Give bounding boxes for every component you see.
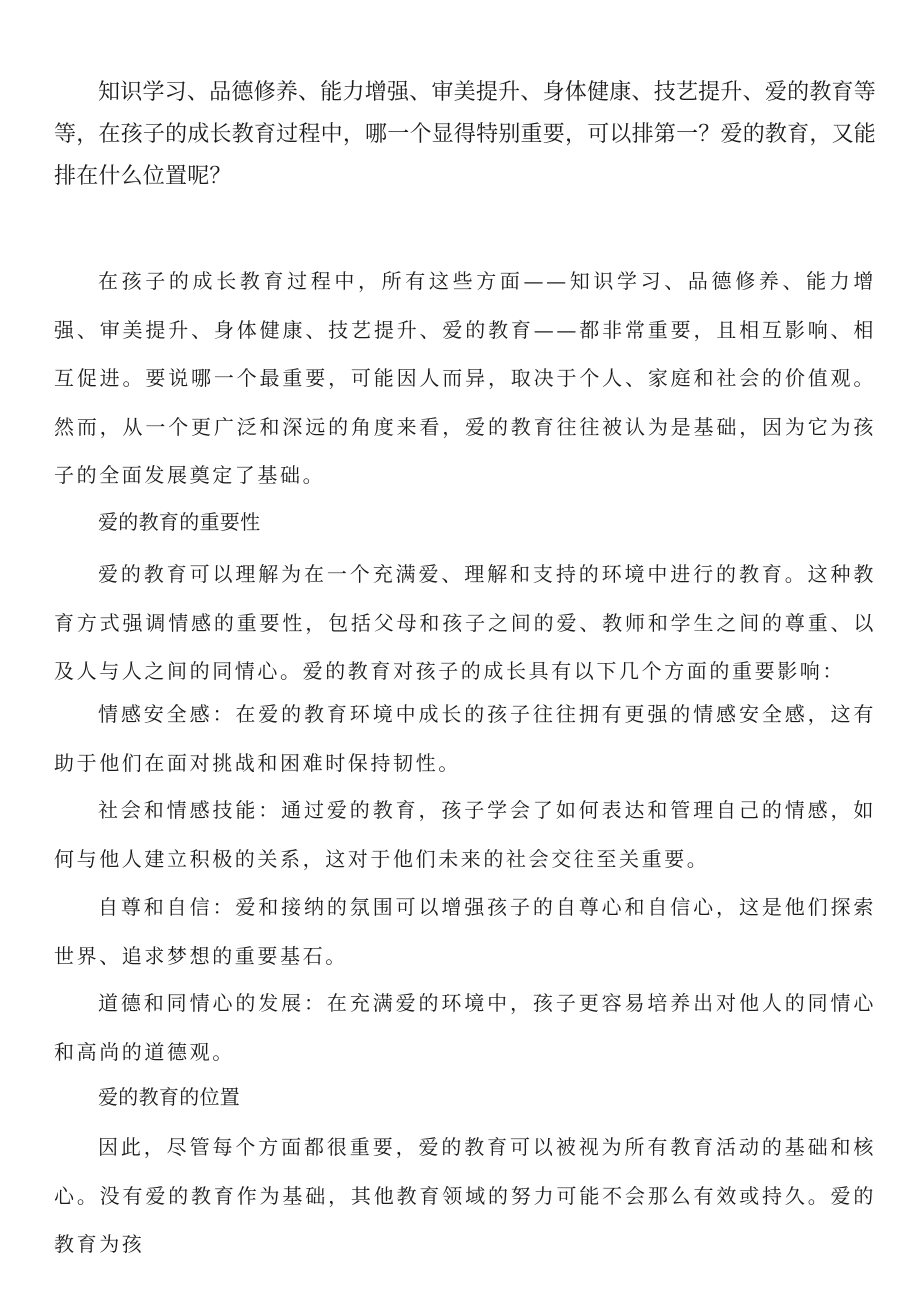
intro-paragraph: 在孩子的成长教育过程中，所有这些方面——知识学习、品德修养、能力增强、审美提升、身体健康、技艺提升、爱的教育——都非常重要，且相互影响、相互促进。要说哪一个最重要，可能因人而异，取决于个人、家庭和社会的价值观。然而，从一个更广泛和深远的角度来看，爱的教育往往被认为是基础，因为它为孩子的全面发展奠定了基础。 <box>54 269 876 487</box>
point-social-skills: 社会和情感技能：通过爱的教育，孩子学会了如何表达和管理自己的情感，如何与他人建立积极的关系，这对于他们未来的社会交往至关重要。 <box>54 798 876 871</box>
conclusion-paragraph: 因此，尽管每个方面都很重要，爱的教育可以被视为所有教育活动的基础和核心。没有爱的教育作为基础，其他教育领域的努力可能不会那么有效或持久。爱的教育为孩 <box>54 1135 876 1256</box>
point-emotional-security: 情感安全感：在爱的教育环境中成长的孩子往往拥有更强的情感安全感，这有助于他们在面对挑战和困难时保持韧性。 <box>54 702 876 775</box>
section-heading-position: 爱的教育的位置 <box>98 1085 241 1109</box>
point-moral-development: 道德和同情心的发展：在充满爱的环境中，孩子更容易培养出对他人的同情心和高尚的道德观。 <box>54 991 876 1064</box>
section-heading-importance: 爱的教育的重要性 <box>98 510 261 534</box>
question-paragraph: 知识学习、品德修养、能力增强、审美提升、身体健康、技艺提升、爱的教育等等，在孩子的成长教育过程中，哪一个显得特别重要，可以排第一？爱的教育，又能排在什么位置呢？ <box>54 80 876 189</box>
definition-paragraph: 爱的教育可以理解为在一个充满爱、理解和支持的环境中进行的教育。这种教育方式强调情感的重要性，包括父母和孩子之间的爱、教师和学生之间的尊重、以及人与人之间的同情心。爱的教育对孩子的成长具有以下几个方面的重要影响： <box>54 562 876 683</box>
point-self-esteem: 自尊和自信：爱和接纳的氛围可以增强孩子的自尊心和自信心，这是他们探索世界、追求梦想的重要基石。 <box>54 895 876 968</box>
